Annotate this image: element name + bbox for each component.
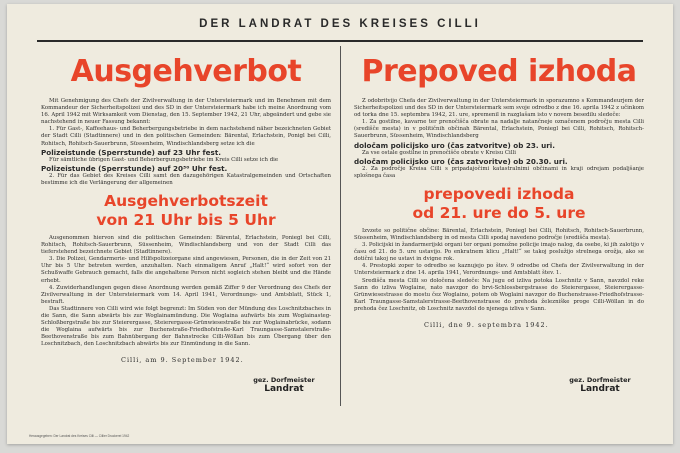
slovene-paragraph-intro: Z odobritvijo Chefa der Zivilverwaltung in der Untersteiermark in sporazumno s Kommandeurjem der Sicherheitspolizei und des SD in der Untersteiermark sem svoje odredbo z dne 16. aprila 1942 z učinkom od torka dne 15. septembra 1942, 21. ure, spremenil in razglašam isto v novem besedilu sledeče: [354,98,644,119]
poster-header: DER LANDRAT DES KREISES CILLI [199,18,481,30]
german-paragraph-exceptions: Ausgenommen hiervon sind die politischen Gemeinden: Bärental, Erlachstein, Poniegl bei Cilli, Rohitsch, Rohitsch-Sauerbrunn, Süssenheim, Windischlandsberg und von der Stadt Cilli das tieferstehend bezeichnete Gebiet (Stadtinnere). [41,234,331,256]
column-divider [340,46,341,406]
printer-imprint: Herausgegeben: Der Landrat des Kreises Cilli — Cillier Druckerei 1942 [29,434,130,438]
german-paragraph-1: 1. Für Gast-, Kaffeehaus- und Beherbergungsbetriebe in dem nachstehend näher bezeichneten Gebiet der Stadt Cilli (Stadtinnere) und in den politischen Gemeinden: Bärental, Erlachstein, Ponigl bei Cilli, Rohitsch, Rohitsch-Sauerbrunn, Süssenheim, Windischlandsberg setze ich die [41,126,331,147]
slovene-signature-name: gez. Dorfmeister [569,376,631,384]
german-curfew-hour-1: Polizeistunde (Sperrstunde) auf 23 Uhr fest. [41,147,221,157]
slovene-paragraph-4: 4. Prestopki zoper to odredbo se kaznujejo po štev. 9 odredbe od Chefa der Zivilverwaltung in der Untersteiermark z dne 14. aprila 1941, Verordnungs- und Amtsblatt štev. 1. [354,263,644,277]
slovene-title: Prepoved izhoda [361,54,637,89]
slovene-subtitle-1: prepovedi izhoda [423,184,575,203]
slovene-paragraph-2: 2. Za področje Kreisa Cilli s pripadajočimi katastralnimi občinami in kraji odrejam podaljšanje splošnega časa [354,165,644,179]
slovene-signature [555,376,645,394]
german-subtitle-1: Ausgehverbotszeit [104,191,268,210]
slovene-curfew-hour-1: določam policijsko uro (čas zatvoritve) ob 23. uri. [354,140,555,150]
slovene-paragraph-boundary: Središča mesta Cilli so določena sledeče: Na jugu od izliva potoka Loschnitz v Sann, navzdol reke Sann do izliva Woglaine, nato navzgor do brvi-Schlossbergstrasse do Steierergasse, Steierergasse-Grünwiesestrasse do mostu čez Woglaino, potem ob Woglaini navzgor do Buchenstrasse-Friedhofstrasse-Karl Traungasse-Samstalerstrasse-Beethovenstrasse do prehoda železniške proge Cilli-Wöllan in do prehoda čez Loschnitz, ob Loschnitz navzdol do njenega izliva v Sann. [354,277,644,312]
german-paragraph-boundary: Das Stadtinnere von Cilli wird wie folgt begrenzt: Im Süden von der Mündung des Loschnitzbaches in die Sann, die Sann abwärts bis zur Woglainamündung. Die Woglaina aufwärts bis zum Woglainasteg-Schloßbergstraße bis zur Steierergasse, Steierergasse-Grünwiesestraße bis zur Woglainabrücke, sodann die Woglaina aufwärts bis zur Buchenstraße-Friedhofstraße-Karl Traungasse-Samstalerstraße-Beethovenstraße bis zum Bahnübergang der Bahnstrecke Cilli-Wöllan bis zum Übergang über den Loschnitzbach, den Loschnitzbach abwärts bis zur Einmündung in die Sann. [41,305,331,348]
german-paragraph-3: 3. Die Polizei, Gendarmerie- und Hilfspolizeiorgane sind angewiesen, Personen, die in der Zeit von 21 Uhr bis 5 Uhr betreten werden, anzuhalten. Nach einmaligem Anruf „Halt!“ wird sofort von der Schußwaffe Gebrauch gemacht, falls die angehaltene Person nicht sogleich stehen bleibt und die Hände erhebt. [41,256,331,284]
german-paragraph-4: 4. Zuwiderhandlungen gegen diese Anordnung werden gemäß Ziffer 9 der Verordnung des Chefs der Zivilverwaltung in der Untersteiermark vom 14. April 1941, Verordnungs- und Amtsblatt, Stück 1, bestraft. [41,284,331,305]
german-title: Ausgehverbot [70,54,302,89]
header-rule [37,40,643,42]
german-signature-name: gez. Dorfmeister [253,376,315,384]
german-paragraph-1b: Für sämtliche übrigen Gast- und Beherbergungsbetriebe im Kreis Cilli setze ich die [49,156,279,163]
slovene-paragraph-1b: Za vse ostale gostilne in prenočišče obrate v Kreisu Cilli [362,149,516,156]
slovene-paragraph-exceptions: Izvzete so politične občine: Bärental, Erlachstein, Poniegl bei Cilli, Rohitsch, Rohitsch-Sauerbrunn, Süssenheim, Windischlandsberg in od mesta Cilli spodaj navedeno področje (središča mesta). [354,227,644,241]
german-paragraph-2: 2. Für das Gebiet des Kreises Cilli samt den dazugehörigen Katastralgemeinden und Ortschaften bestimme ich die Verlängerung der allgemeinen [41,172,331,186]
slovene-signature-office: Landrat [580,384,620,394]
german-signature-office: Landrat [264,384,304,394]
slovene-place-date: Cilli, dne 9. septembra 1942. [424,320,549,329]
slovene-paragraph-3: 3. Policijski in žandarmerijski organi ter organi pomožne policije imajo nalog, da osebe, ki jih zalotijo v času od 21. do 5. ure ustavijo. Po enkratnem klicu „Halt!“ se takoj poslužijo strelnega orožja, ako se dotični takoj ne ustavi in dvigne rok. [354,242,644,263]
poster [7,4,673,444]
slovene-curfew-hour-2: določam policijsko uro (čas zatvoritve) ob 20.30. uri. [354,156,568,166]
german-paragraph-intro: Mit Genehmigung des Chefs der Zivilverwaltung in der Untersteiermark und im Benehmen mit dem Kommandeur der Sicherheitspolizei und des SD in der Untersteiermark habe ich meine Anordnung vom 16. April 1942 mit Wirksamkeit vom Dienstag, den 15. September 1942, 21 Uhr, abgeändert und gebe sie nachstehend in neuer Fassung bekannt: [41,98,331,126]
slovene-paragraph-1: 1. Za gostilne, kavarne ter prenočišča obrate na nadalje natančneje označenem področju mesta Cilli (središče mesta) in v političnih občinah Bärental, Erlachstein, Poniegl bei Cilli, Rohitsch, Rohitsch-Sauerbrunn, Süssenheim, Windischlandsberg [354,119,644,140]
german-column [41,44,331,364]
slovene-column [354,44,644,329]
german-place-date: Cilli, am 9. September 1942. [121,356,244,365]
german-signature [239,376,329,394]
slovene-subtitle-2: od 21. ure do 5. ure [412,203,586,222]
german-subtitle-2: von 21 Uhr bis 5 Uhr [96,210,276,229]
german-curfew-hour-2: Polizeistunde (Sperrstunde) auf 20³⁰ Uhr fest. [41,163,228,173]
